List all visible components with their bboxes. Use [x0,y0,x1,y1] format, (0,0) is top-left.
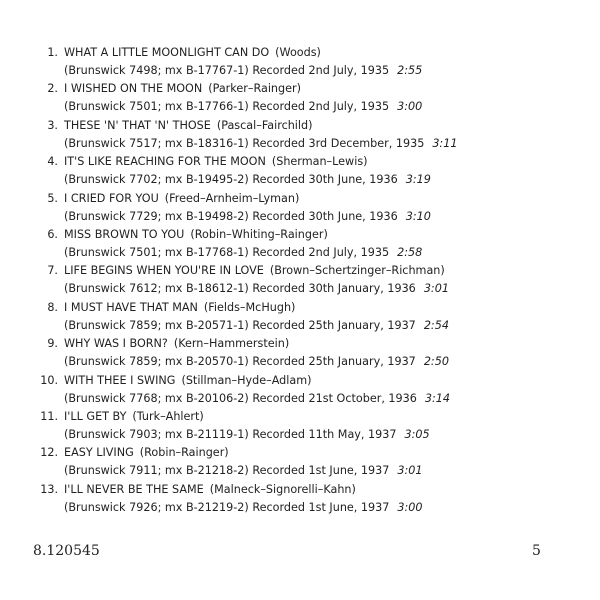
track-title: I'LL NEVER BE THE SAME [64,482,204,496]
track-number: 4. [47,155,58,169]
track-number: 9. [47,337,58,351]
track-duration: 3:01 [397,464,423,478]
track-details: (Brunswick 7501; mx B-17766-1) Recorded 2nd July, 1935 [64,100,390,114]
track-duration: 3:11 [432,136,458,150]
track-number: 3. [47,118,58,132]
track-details-line [64,171,431,189]
track-duration: 2:58 [397,245,423,259]
track-composers: (Robin–Rainger) [139,446,229,460]
track-composers: (Turk–Ahlert) [132,409,204,423]
track-composers: (Woods) [275,46,321,59]
track-composers: (Robin–Whiting–Rainger) [190,227,328,241]
track-details: (Brunswick 7702; mx B-19495-2) Recorded 30th June, 1936 [64,173,398,187]
track-composers: (Pascal–Fairchild) [216,118,313,132]
track-composers: (Kern–Hammerstein) [173,337,290,351]
track-title: I'LL GET BY [64,409,127,423]
track-composers: (Parker–Rainger) [208,82,301,96]
track-entry [0,299,600,335]
track-details: (Brunswick 7911; mx B-21218-2) Recorded 1st June, 1937 [64,464,390,478]
track-number: 7. [47,264,58,278]
track-entry [0,226,600,262]
track-entry [0,444,600,480]
track-details: (Brunswick 7859; mx B-20570-1) Recorded 25th January, 1937 [64,355,416,369]
track-details-line [64,499,423,517]
track-entry [0,117,600,153]
track-duration: 3:10 [405,209,431,223]
track-entry [0,262,600,298]
track-title: WITH THEE I SWING [64,373,176,387]
track-title-line [64,153,368,171]
track-details-line [64,317,449,335]
track-title: IT'S LIKE REACHING FOR THE MOON [64,155,266,169]
track-details-line [64,98,422,116]
track-entry [0,44,600,80]
track-duration: 3:00 [397,100,423,114]
track-title: WHY WAS I BORN? [64,337,168,351]
track-entry [0,481,600,517]
track-title-line [64,117,313,135]
track-details: (Brunswick 7859; mx B-20571-1) Recorded 25th January, 1937 [64,318,416,332]
track-details: (Brunswick 7517; mx B-18316-1) Recorded 3rd December, 1935 [64,136,425,150]
track-details-line [64,208,431,226]
track-title-line [64,80,301,98]
track-details: (Brunswick 7501; mx B-17768-1) Recorded 2nd July, 1935 [64,245,390,259]
track-entry [0,80,600,116]
track-title-line [64,481,356,499]
track-number: 1. [47,46,58,59]
track-duration: 2:55 [397,64,423,77]
track-title-line [64,226,328,244]
track-title-line [64,262,445,280]
track-details-line [64,280,449,298]
track-details: (Brunswick 7926; mx B-21219-2) Recorded 1st June, 1937 [64,500,390,514]
track-title-line [64,190,299,208]
track-duration: 2:50 [423,355,449,369]
track-duration: 3:19 [405,173,431,187]
track-title: EASY LIVING [64,446,134,460]
track-number: 11. [40,409,58,423]
track-title-line [64,335,289,353]
track-title: WHAT A LITTLE MOONLIGHT CAN DO [64,46,270,59]
track-details: (Brunswick 7729; mx B-19498-2) Recorded 30th June, 1936 [64,209,398,223]
track-details-line [64,353,449,371]
track-composers: (Fields–McHugh) [203,300,296,314]
track-number: 10. [40,373,58,387]
track-title-line [64,444,229,462]
track-entry [0,372,600,408]
track-list [0,44,600,517]
track-duration: 3:00 [397,500,423,514]
track-composers: (Malneck–Signorelli–Kahn) [209,482,356,496]
page-number: 5 [532,543,541,559]
track-composers: (Freed–Arnheim–Lyman) [164,191,300,205]
track-title: I CRIED FOR YOU [64,191,159,205]
track-duration: 3:14 [424,391,451,405]
track-composers: (Brown–Schertzinger–Richman) [269,264,445,278]
track-entry [0,153,600,189]
track-details: (Brunswick 7498; mx B-17767-1) Recorded 2nd July, 1935 [64,64,390,77]
track-title-line [64,44,321,62]
track-title-line [64,372,311,390]
track-title: I WISHED ON THE MOON [64,82,203,96]
track-number: 6. [47,227,58,241]
track-details-line [64,62,422,80]
track-details-line [64,244,422,262]
track-number: 2. [47,82,58,96]
track-details-line [64,426,430,444]
track-title-line [64,408,204,426]
track-duration: 3:05 [404,427,430,441]
track-details: (Brunswick 7612; mx B-18612-1) Recorded 30th January, 1936 [64,282,416,296]
track-number: 13. [40,482,58,496]
track-details-line [64,390,450,408]
track-entry [0,408,600,444]
track-title: MISS BROWN TO YOU [64,227,185,241]
track-title: LIFE BEGINS WHEN YOU'RE IN LOVE [64,264,264,278]
track-entry [0,190,600,226]
catalog-number: 8.120545 [33,543,100,559]
track-details: (Brunswick 7768; mx B-20106-2) Recorded 21st October, 1936 [64,391,417,405]
track-number: 12. [40,446,58,460]
track-title: THESE 'N' THAT 'N' THOSE [64,118,211,132]
track-details-line [64,135,457,153]
track-composers: (Sherman–Lewis) [271,155,368,169]
track-title: I MUST HAVE THAT MAN [64,300,198,314]
track-entry [0,335,600,371]
track-composers: (Stillman–Hyde–Adlam) [181,373,312,387]
track-number: 8. [47,300,58,314]
track-details: (Brunswick 7903; mx B-21119-1) Recorded 11th May, 1937 [64,427,397,441]
track-title-line [64,299,295,317]
track-duration: 3:01 [423,282,449,296]
track-details-line [64,462,423,480]
track-number: 5. [47,191,58,205]
track-duration: 2:54 [423,318,449,332]
